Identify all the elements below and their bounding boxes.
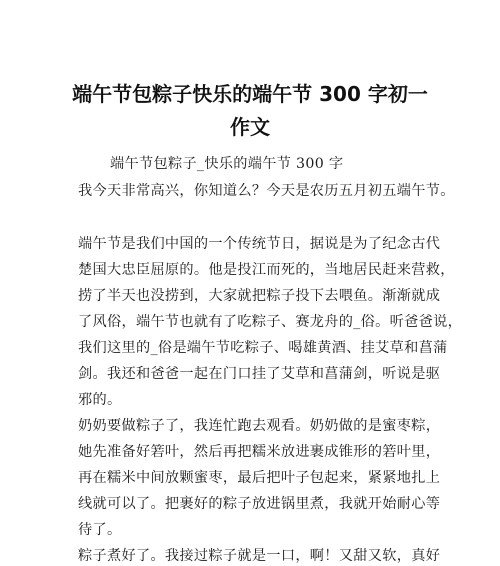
- paragraph-line: 她先准备好箬叶，然后再把糯米放进裹成锥形的箬叶里，: [78, 444, 441, 460]
- paragraph-line: 待了。: [78, 522, 122, 538]
- paragraph-line: 我们这里的_俗是端午节吃粽子、喝雄黄酒、挂艾草和菖蒲: [78, 340, 448, 356]
- paragraph-line: 奶奶要做粽子了，我连忙跑去观看。奶奶做的是蜜枣粽，: [78, 418, 441, 434]
- document-subtitle: 端午节包粽子_快乐的端午节 300 字: [110, 156, 344, 172]
- paragraph-line: 捞了半天也没捞到，大家就把粽子投下去喂鱼。渐渐就成: [78, 288, 441, 304]
- paragraph-line: 我今天非常高兴，你知道么？今天是农历五月初五端午节。: [78, 183, 455, 199]
- paragraph-line: 粽子煮好了。我接过粽子就是一口，啊！又甜又软，真好: [78, 548, 441, 564]
- paragraph-line: 了风俗，端午节也就有了吃粽子、赛龙舟的_俗。听爸爸说，: [78, 314, 463, 330]
- paragraph-line: 再在糯米中间放颗蜜枣，最后把叶子包起来，紧紧地扎上: [78, 470, 441, 486]
- paragraph-line: 线就可以了。把裹好的粽子放进锅里煮，我就开始耐心等: [78, 496, 441, 512]
- paragraph-line: 剑。我还和爸爸一起在门口挂了艾草和菖蒲剑，听说是驱: [78, 366, 441, 382]
- paragraph-line: 楚国大忠臣屈原的。他是投江而死的，当地居民赶来营救，: [78, 262, 455, 278]
- paragraph-line: 端午节是我们中国的一个传统节日，据说是为了纪念古代: [78, 236, 441, 252]
- document-title: 端午节包粽子快乐的端午节 300 字初一作文: [72, 82, 428, 139]
- paragraph-line: 邪的。: [78, 392, 122, 408]
